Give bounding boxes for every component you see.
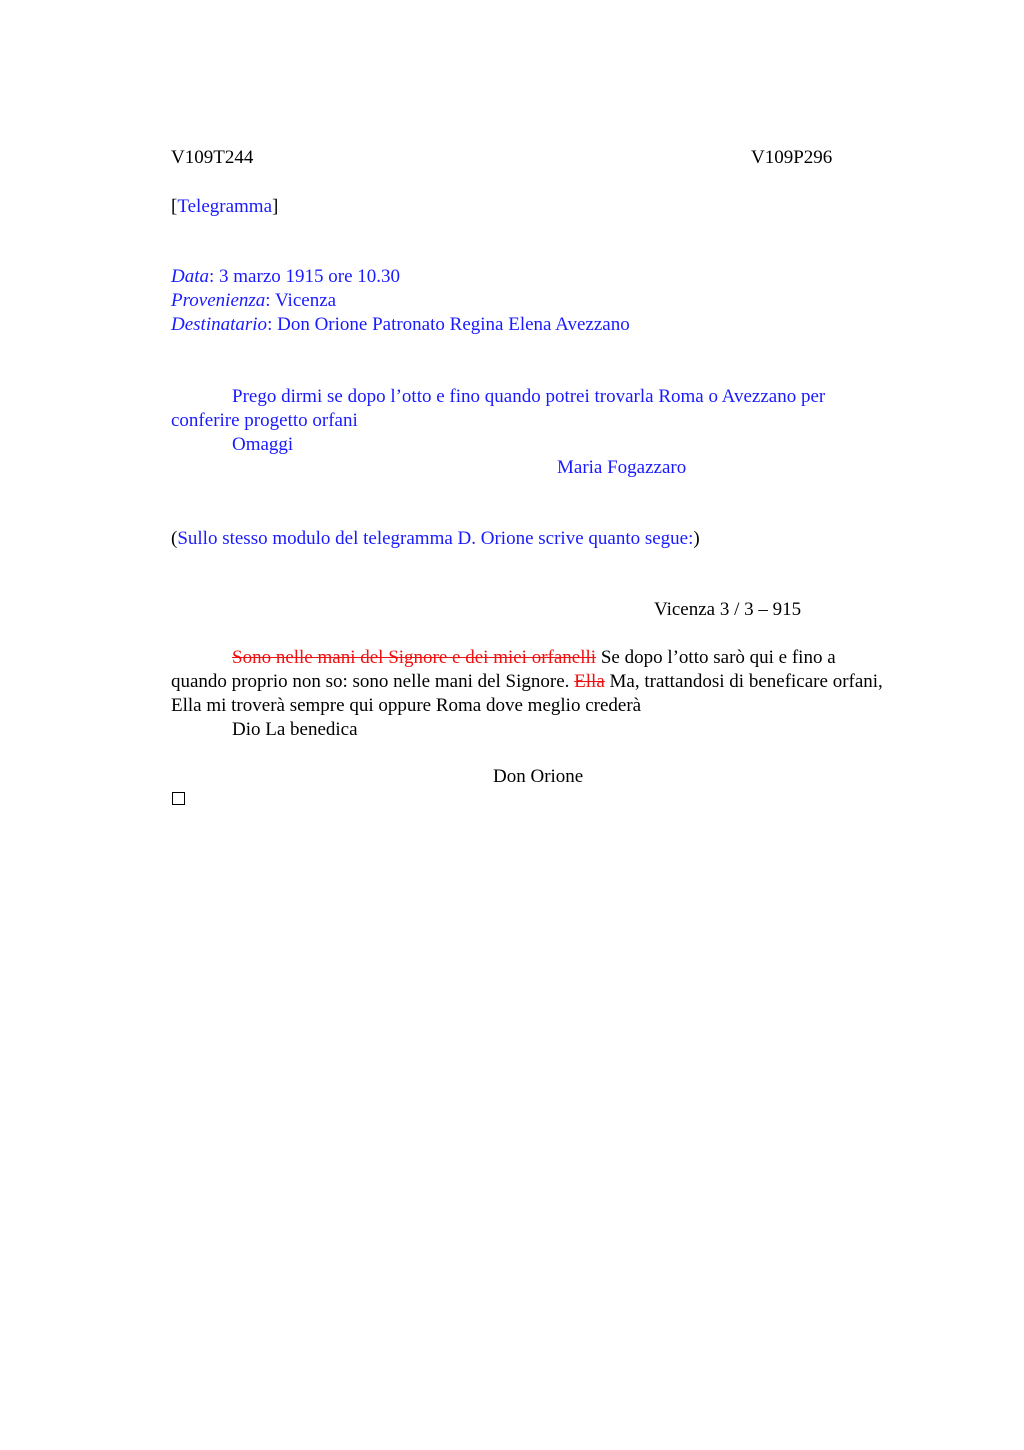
note-open-paren: ( [171, 528, 178, 549]
meta-recipient-label: Destinatario [171, 314, 268, 335]
document-code-left: V109T244 [171, 147, 254, 168]
document-type-label: Telegramma [177, 196, 273, 217]
reply-text-1: Se dopo l’otto sarò qui e fino a quando proprio non so: sono nelle mani del Signore. [171, 647, 836, 692]
reply-deleted-phrase: Sono nelle mani del Signore e dei miei orfanelli [232, 647, 597, 668]
end-marker-square [172, 792, 185, 805]
document-type [171, 195, 278, 219]
telegram-block [171, 385, 891, 457]
meta-origin-label: Provenienza [171, 290, 266, 311]
meta-origin [171, 289, 336, 313]
note-close-paren: ) [693, 528, 700, 549]
editorial-note [171, 527, 700, 551]
reply-block [171, 646, 891, 742]
reply-signature: Don Orione [493, 766, 584, 787]
reply-text-2: Ma, trattandosi di beneficare orfani, Ella mi troverà sempre qui oppure Roma dove meglio crederà [171, 671, 883, 716]
meta-date-label: Data [171, 266, 209, 287]
reply-body [171, 646, 891, 718]
note-text: Sullo stesso modulo del telegramma D. Orione scrive quanto segue: [177, 528, 694, 549]
reply-deleted-word: Ella [574, 671, 605, 692]
telegram-closing: Omaggi [232, 434, 294, 455]
meta-recipient-value: : Don Orione Patronato Regina Elena Avezzano [267, 314, 630, 335]
telegram-body: Prego dirmi se dopo l’otto e fino quando potrei trovarla Roma o Avezzano per conferire progetto orfani [171, 386, 826, 431]
reply-blessing: Dio La benedica [232, 719, 358, 740]
meta-date [171, 265, 400, 289]
meta-recipient [171, 313, 630, 337]
meta-origin-value: : Vicenza [265, 290, 337, 311]
meta-date-value: : 3 marzo 1915 ore 10.30 [209, 266, 401, 287]
close-bracket: ] [272, 196, 279, 217]
document-code-right: V109P296 [751, 147, 833, 168]
reply-place-date: Vicenza 3 / 3 – 915 [654, 599, 802, 620]
open-bracket: [ [171, 196, 178, 217]
telegram-signature: Maria Fogazzaro [557, 457, 687, 478]
